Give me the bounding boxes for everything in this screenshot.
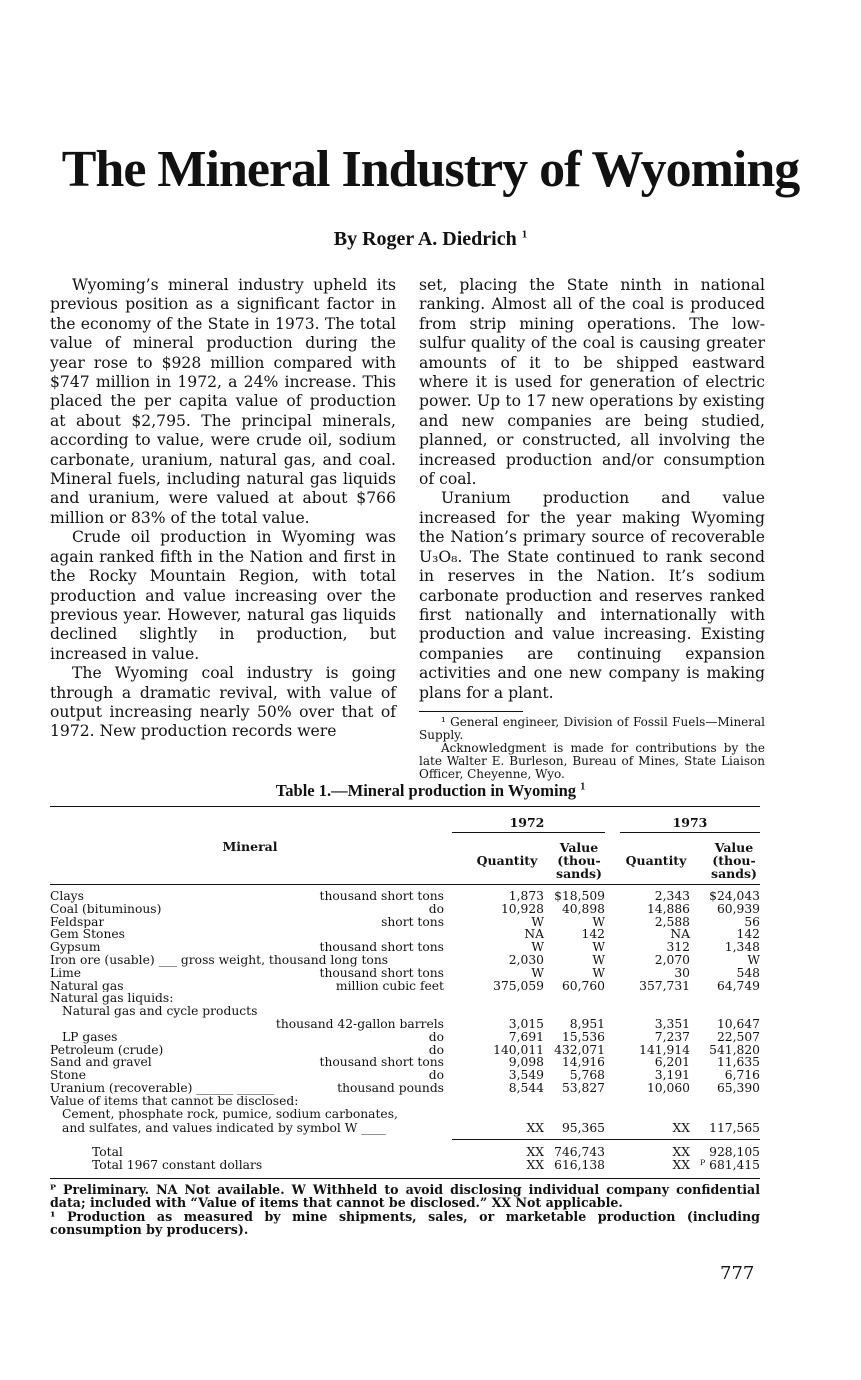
row-unit: do bbox=[428, 1068, 444, 1083]
table-row bbox=[50, 1018, 760, 1031]
table-row bbox=[50, 1056, 760, 1069]
cell-v2: 65,390 bbox=[716, 1081, 760, 1095]
quantity-header-1972: Quantity bbox=[476, 853, 538, 868]
table-row bbox=[50, 1095, 760, 1108]
total-cell-v2: ᴾ 681,415 bbox=[700, 1157, 760, 1172]
cell-q2: 7,237 bbox=[654, 1029, 690, 1044]
total-cell-v1: 746,743 bbox=[554, 1145, 605, 1159]
year-1973-rule bbox=[620, 832, 760, 833]
total-cell-v1: 616,138 bbox=[554, 1157, 605, 1172]
paragraph: The Wyoming coal industry is going through a dramatic revival, with value of output increasing nearly 50% over that of 1972. New production records were bbox=[50, 664, 396, 741]
table-top-rule bbox=[50, 806, 760, 807]
cell-q2: 2,343 bbox=[654, 889, 690, 903]
cell-q1: 375,059 bbox=[493, 978, 544, 993]
row-label: Clays bbox=[50, 890, 84, 903]
total-cell-q1: XX bbox=[526, 1157, 544, 1172]
footnote: Acknowledgment is made for contributions by the late Walter E. Burleson, Bureau of Mines, State Liaison Officer, Cheyenne, Wyo. bbox=[419, 740, 765, 781]
author-name: By Roger A. Diedrich bbox=[333, 228, 517, 250]
cell-v1: W bbox=[592, 914, 605, 929]
row-label: Iron ore (usable) ___ gross weight, thousand long tons bbox=[50, 954, 389, 967]
cell-q1: 3,015 bbox=[508, 1017, 544, 1031]
row-label: Gem Stones bbox=[50, 928, 125, 942]
cell-v1: 142 bbox=[581, 927, 605, 942]
cell-q2: XX bbox=[672, 1121, 690, 1136]
row-unit: thousand short tons bbox=[319, 1055, 444, 1070]
cell-q2: 3,351 bbox=[654, 1017, 690, 1031]
row-unit: million cubic feet bbox=[335, 978, 444, 993]
header-bottom-rule bbox=[50, 884, 760, 885]
cell-q1: 140,011 bbox=[493, 1042, 544, 1057]
page-number: 777 bbox=[720, 1263, 755, 1284]
cell-v2: 56 bbox=[744, 914, 760, 929]
cell-v1: 53,827 bbox=[561, 1081, 605, 1095]
cell-q1: 2,030 bbox=[508, 953, 544, 967]
row-unit: thousand short tons bbox=[319, 965, 444, 980]
cell-v2: $24,043 bbox=[709, 889, 760, 903]
cell-v1: W bbox=[592, 965, 605, 980]
total-cell-q2: XX bbox=[672, 1145, 690, 1159]
year-1972-rule bbox=[452, 832, 605, 833]
cell-q1: W bbox=[531, 965, 544, 980]
paragraph: Crude oil production in Wyoming was again ranked fifth in the Nation and first in the Rocky Mountain Region, with total production and value increasing over the previous year. However, natural gas liquids declined slightly in production, but increased in value. bbox=[50, 528, 396, 663]
table-row bbox=[50, 903, 760, 916]
value-header-1972: Value (thou-sands) bbox=[556, 840, 602, 881]
cell-q1: XX bbox=[526, 1121, 544, 1136]
table-row bbox=[50, 992, 760, 1005]
paragraph: Wyoming’s mineral industry upheld its previous position as a significant factor in the economy of the State in 1973. The total value of mineral production during the year rose to $928 million compared with $747 million in 1972, a 24% increase. This placed the per capita value of production at about $2,795. The principal minerals, according to value, were crude oil, sodium carbonate, uranium, natural gas, and coal. Mineral fuels, including natural gas liquids and uranium, were valued at about $766 million or 83% of the total value. bbox=[50, 276, 396, 527]
row-label: Uranium (recoverable) ______ ______ bbox=[50, 1082, 275, 1095]
row-label: Stone bbox=[50, 1069, 86, 1082]
total-rule bbox=[452, 1139, 760, 1140]
cell-v1: 5,768 bbox=[569, 1068, 605, 1083]
cell-q2: NA bbox=[670, 927, 690, 942]
row-label: Petroleum (crude) bbox=[50, 1043, 164, 1057]
table-row bbox=[50, 980, 760, 993]
table-row bbox=[50, 1122, 760, 1135]
cell-v2: 64,749 bbox=[716, 978, 760, 993]
row-unit: short tons bbox=[381, 914, 444, 929]
row-unit: do bbox=[428, 901, 444, 916]
cell-v1: 432,071 bbox=[554, 1042, 605, 1057]
cell-q1: 8,544 bbox=[508, 1081, 544, 1095]
footnote: ¹ General engineer, Division of Fossil Fuels—Mineral Supply. bbox=[419, 714, 765, 742]
cell-q1: 9,098 bbox=[508, 1055, 544, 1070]
total-label: Total bbox=[92, 1146, 123, 1159]
table-row bbox=[50, 941, 760, 954]
cell-v2: 60,939 bbox=[716, 901, 760, 916]
cell-q1: W bbox=[531, 940, 544, 955]
cell-v2: 1,348 bbox=[724, 940, 760, 955]
cell-q2: 3,191 bbox=[654, 1068, 690, 1083]
row-label: Sand and gravel bbox=[50, 1056, 152, 1070]
table-row bbox=[50, 1082, 760, 1095]
row-label: Natural gas liquids: bbox=[50, 992, 174, 1006]
table-title-note-marker: 1 bbox=[580, 781, 586, 793]
table-row bbox=[50, 916, 760, 929]
value-header-1973: Value (thou-sands) bbox=[711, 840, 757, 881]
total-cell-q1: XX bbox=[526, 1145, 544, 1159]
cell-q1: 3,549 bbox=[508, 1068, 544, 1083]
row-label: Value of items that cannot be disclosed: bbox=[50, 1094, 299, 1108]
row-label: Natural gas and cycle products bbox=[62, 1005, 258, 1018]
row-label: Cement, phosphate rock, pumice, sodium carbonates, bbox=[62, 1107, 398, 1121]
cell-v2: 541,820 bbox=[709, 1042, 760, 1057]
total-cell-q2: XX bbox=[672, 1157, 690, 1172]
cell-v1: W bbox=[592, 953, 605, 967]
year-1972-header: 1972 bbox=[509, 815, 545, 830]
table-row bbox=[50, 967, 760, 980]
cell-v2: 6,716 bbox=[724, 1068, 760, 1083]
row-label: Natural gas bbox=[50, 979, 124, 993]
cell-v1: 15,536 bbox=[561, 1029, 605, 1044]
row-label: Coal (bituminous) bbox=[50, 902, 162, 916]
row-label: Gypsum bbox=[50, 941, 101, 954]
right-column bbox=[419, 276, 765, 781]
quantity-header-1973: Quantity bbox=[625, 853, 687, 868]
cell-q2: 357,731 bbox=[639, 978, 690, 993]
footnote-divider bbox=[419, 711, 523, 712]
cell-v1: 14,916 bbox=[561, 1055, 605, 1070]
row-label: Lime bbox=[50, 966, 82, 980]
cell-v2: 11,635 bbox=[716, 1055, 760, 1070]
cell-v2: 117,565 bbox=[709, 1121, 760, 1136]
byline-note-marker: 1 bbox=[521, 228, 528, 241]
table-note: ¹ Production as measured by mine shipments, sales, or marketable production (including consumption by producers). bbox=[50, 1208, 760, 1238]
cell-q2: 30 bbox=[674, 965, 690, 980]
cell-q1: 7,691 bbox=[508, 1029, 544, 1044]
cell-v1: 60,760 bbox=[561, 978, 605, 993]
year-1973-header: 1973 bbox=[672, 815, 708, 830]
row-label: LP gases bbox=[62, 1030, 118, 1044]
row-unit: thousand short tons bbox=[319, 889, 444, 903]
cell-v1: W bbox=[592, 940, 605, 955]
row-label: Feldspar bbox=[50, 915, 105, 929]
table-title-text: Table 1.—Mineral production in Wyoming bbox=[275, 781, 577, 800]
cell-v1: 40,898 bbox=[561, 901, 605, 916]
mineral-column-header: Mineral bbox=[222, 839, 278, 854]
row-unit: do bbox=[428, 1029, 444, 1044]
cell-v2: 142 bbox=[736, 927, 760, 942]
page-title: The Mineral Industry of Wyoming bbox=[61, 141, 800, 198]
paragraph: set, placing the State ninth in national ranking. Almost all of the coal is produced from strip mining operations. The low-sulfur quality of the coal is causing greater amounts of it to be shipped eastward where it is used for generation of electric power. Up to 17 new operations by existing and new companies are being studied, planned, or constructed, all involving the increased production and/or consumption of coal. bbox=[419, 276, 765, 489]
cell-q1: NA bbox=[524, 927, 544, 942]
cell-v1: 8,951 bbox=[569, 1017, 605, 1031]
table-bottom-rule bbox=[50, 1178, 760, 1179]
cell-v2: 10,647 bbox=[716, 1017, 760, 1031]
row-unit: thousand short tons bbox=[319, 940, 444, 955]
total-row bbox=[50, 1159, 760, 1172]
table-row bbox=[50, 1031, 760, 1044]
row-label: and sulfates, and values indicated by symbol W ____ bbox=[62, 1122, 386, 1136]
table-row bbox=[50, 1108, 760, 1121]
left-column bbox=[50, 276, 396, 742]
cell-v1: $18,509 bbox=[554, 889, 605, 903]
row-unit: thousand 42-gallon barrels bbox=[275, 1017, 444, 1031]
total-row bbox=[50, 1146, 760, 1159]
cell-q1: W bbox=[531, 914, 544, 929]
paragraph: Uranium production and value increased for the year making Wyoming the Nation’s primary source of recoverable U₃O₈. The State continued to rank second in reserves in the Nation. It’s sodium carbonate production and reserves ranked first nationally and internationally with production and value increasing. Existing companies are continuing expansion activities and one new company is making plans for a plant. bbox=[419, 489, 765, 702]
table-note: ᴾ Preliminary. NA Not available. W Withheld to avoid disclosing individual company confidential data; included with “Value of items that cannot be disclosed.” XX Not applicable. bbox=[50, 1182, 760, 1211]
table-title bbox=[0, 781, 861, 801]
cell-v1: 95,365 bbox=[561, 1121, 605, 1136]
byline bbox=[0, 228, 861, 251]
row-unit: do bbox=[428, 1042, 444, 1057]
total-label: Total 1967 constant dollars bbox=[92, 1158, 263, 1172]
cell-q2: 14,886 bbox=[646, 901, 690, 916]
cell-q2: 2,588 bbox=[654, 914, 690, 929]
cell-q2: 312 bbox=[666, 940, 690, 955]
cell-v2: 548 bbox=[736, 965, 760, 980]
cell-v2: W bbox=[747, 953, 760, 967]
row-unit: thousand pounds bbox=[337, 1081, 444, 1095]
cell-q2: 141,914 bbox=[639, 1042, 690, 1057]
cell-v2: 22,507 bbox=[716, 1029, 760, 1044]
cell-q1: 10,928 bbox=[500, 901, 544, 916]
cell-q2: 2,070 bbox=[654, 953, 690, 967]
cell-q2: 6,201 bbox=[654, 1055, 690, 1070]
cell-q1: 1,873 bbox=[508, 889, 544, 903]
table-notes bbox=[50, 1183, 760, 1237]
total-cell-v2: 928,105 bbox=[709, 1145, 760, 1159]
cell-q2: 10,060 bbox=[646, 1081, 690, 1095]
